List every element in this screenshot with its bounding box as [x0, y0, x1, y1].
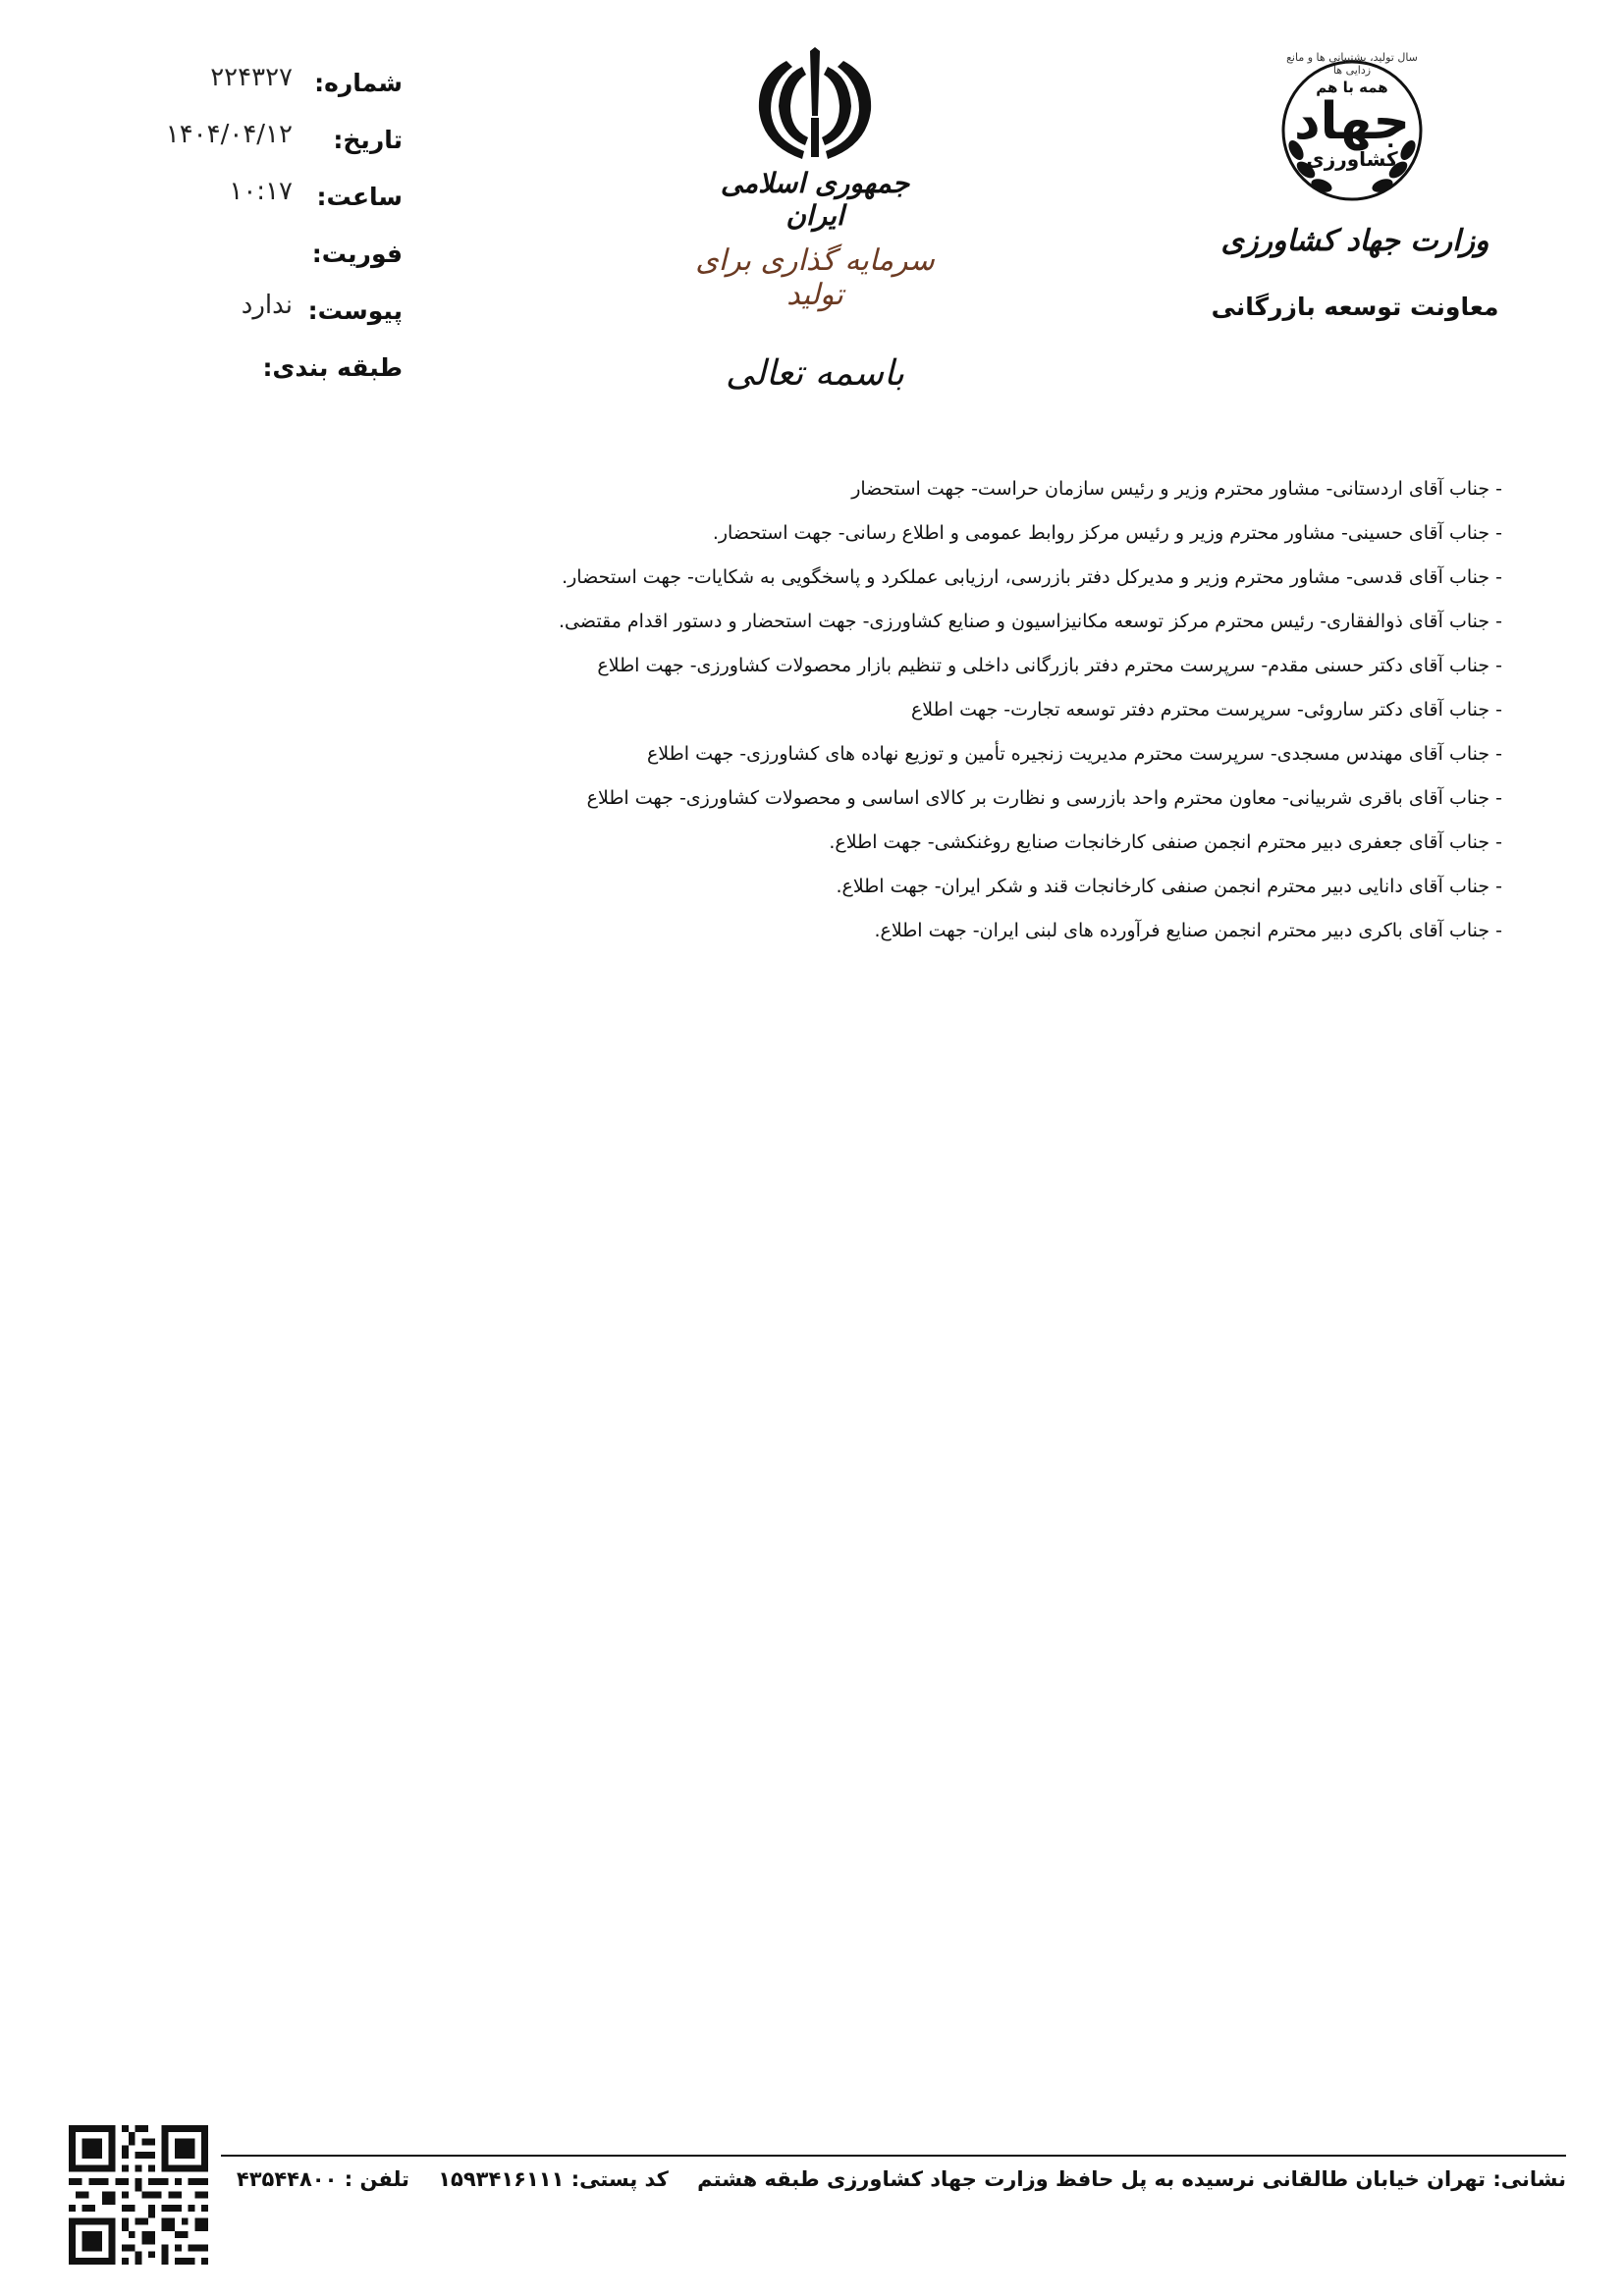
- field-value: ۱۰:۱۷: [229, 177, 293, 206]
- recipients-list: [422, 467, 1502, 953]
- field-value: ندارد: [241, 291, 293, 320]
- field-label: تاریخ:: [333, 126, 403, 154]
- seal-main-text: جهاد: [1293, 92, 1410, 151]
- footer-address: نشانی: تهران خیابان طالقانی نرسیده به پل حافظ وزارت جهاد کشاورزی طبقه هشتم: [697, 2167, 1566, 2191]
- field-label: پیوست:: [307, 296, 403, 325]
- field-value: ۲۲۴۳۲۷: [210, 63, 293, 92]
- bismillah: باسمه تعالی: [725, 353, 905, 394]
- field-urgency: [137, 240, 403, 296]
- list-item: - جناب آقای ذوالفقاری- رئیس محترم مرکز توسعه مکانیزاسیون و صنایع کشاورزی- جهت استحضار و دستور اقدام مقتضی.: [559, 611, 1502, 632]
- field-label: طبقه بندی:: [262, 353, 403, 382]
- field-date: [137, 120, 403, 183]
- ministry-logo-block: [1188, 51, 1522, 342]
- list-item: - جناب آقای قدسی- مشاور محترم وزیر و مدیرکل دفتر بازرسی، ارزیابی عملکرد و پاسخگویی به شکایات- جهت استحضار.: [562, 566, 1502, 588]
- list-item: - جناب آقای دکتر ساروئی- سرپرست محترم دفتر توسعه تجارت- جهت اطلاع: [910, 699, 1502, 721]
- seal-sub-text: کشاورزی: [1306, 147, 1398, 171]
- ministry-name: وزارت جهاد کشاورزی: [1220, 224, 1489, 258]
- field-attachment: [137, 291, 403, 353]
- list-item: - جناب آقای دانایی دبیر محترم انجمن صنفی کارخانجات قند و شکر ایران- جهت اطلاع.: [836, 876, 1502, 897]
- seal-ring-text: سال تولید، پشتیبانی ها و مانع زدایی ها: [1286, 51, 1418, 77]
- list-item: - جناب آقای باکری دبیر محترم انجمن صنایع فرآورده های لبنی ایران- جهت اطلاع.: [874, 920, 1502, 941]
- deputy-name: معاونت توسعه بازرگانی: [1211, 293, 1499, 321]
- field-time: [137, 177, 403, 240]
- seal-top-text: همه با هم: [1316, 79, 1388, 96]
- field-label: فوریت:: [311, 240, 403, 268]
- field-number: [137, 63, 403, 126]
- list-item: - جناب آقای باقری شربیانی- معاون محترم واحد بازرسی و نظارت بر کالای اساسی و محصولات کشاورزی- جهت اطلاع: [586, 787, 1502, 809]
- footer-phone: تلفن : ۴۳۵۴۴۸۰۰: [236, 2167, 409, 2191]
- field-label: شماره:: [314, 69, 403, 97]
- list-item: - جناب آقای دکتر حسنی مقدم- سرپرست محترم دفتر بازرگانی داخلی و تنظیم بازار محصولات کشاورزی- جهت اطلاع: [597, 655, 1502, 676]
- field-classification: [137, 353, 403, 410]
- letter-meta-fields: [137, 63, 403, 410]
- field-value: ۱۴۰۴/۰۴/۱۲: [165, 120, 293, 149]
- footer-address-block: [221, 2167, 1566, 2191]
- list-item: - جناب آقای حسینی- مشاور محترم وزیر و رئیس مرکز روابط عمومی و اطلاع رسانی- جهت استحضار.: [712, 522, 1502, 544]
- list-item: - جناب آقای جعفری دبیر محترم انجمن صنفی کارخانجات صنایع روغنکشی- جهت اطلاع.: [829, 831, 1502, 853]
- jahad-keshavarzi-seal: [1278, 51, 1426, 204]
- republic-title: جمهوری اسلامی ایران: [720, 167, 910, 232]
- year-slogan: سرمایه گذاری برای تولید: [695, 243, 935, 312]
- qr-code: [69, 2125, 208, 2265]
- emblem-block: [695, 47, 935, 440]
- qr-code-icon: [69, 2125, 208, 2265]
- field-label: ساعت:: [316, 183, 403, 211]
- footer-divider: [221, 2155, 1566, 2157]
- iran-emblem-icon: [751, 47, 879, 163]
- list-item: - جناب آقای مهندس مسجدی- سرپرست محترم مدیریت زنجیره تأمین و توزیع نهاده های کشاورزی- جهت اطلاع: [646, 743, 1502, 765]
- list-item: - جناب آقای اردستانی- مشاور محترم وزیر و رئیس سازمان حراست- جهت استحضار: [851, 478, 1502, 500]
- footer-postal-code: کد پستی: ۱۵۹۳۴۱۶۱۱۱: [438, 2167, 669, 2191]
